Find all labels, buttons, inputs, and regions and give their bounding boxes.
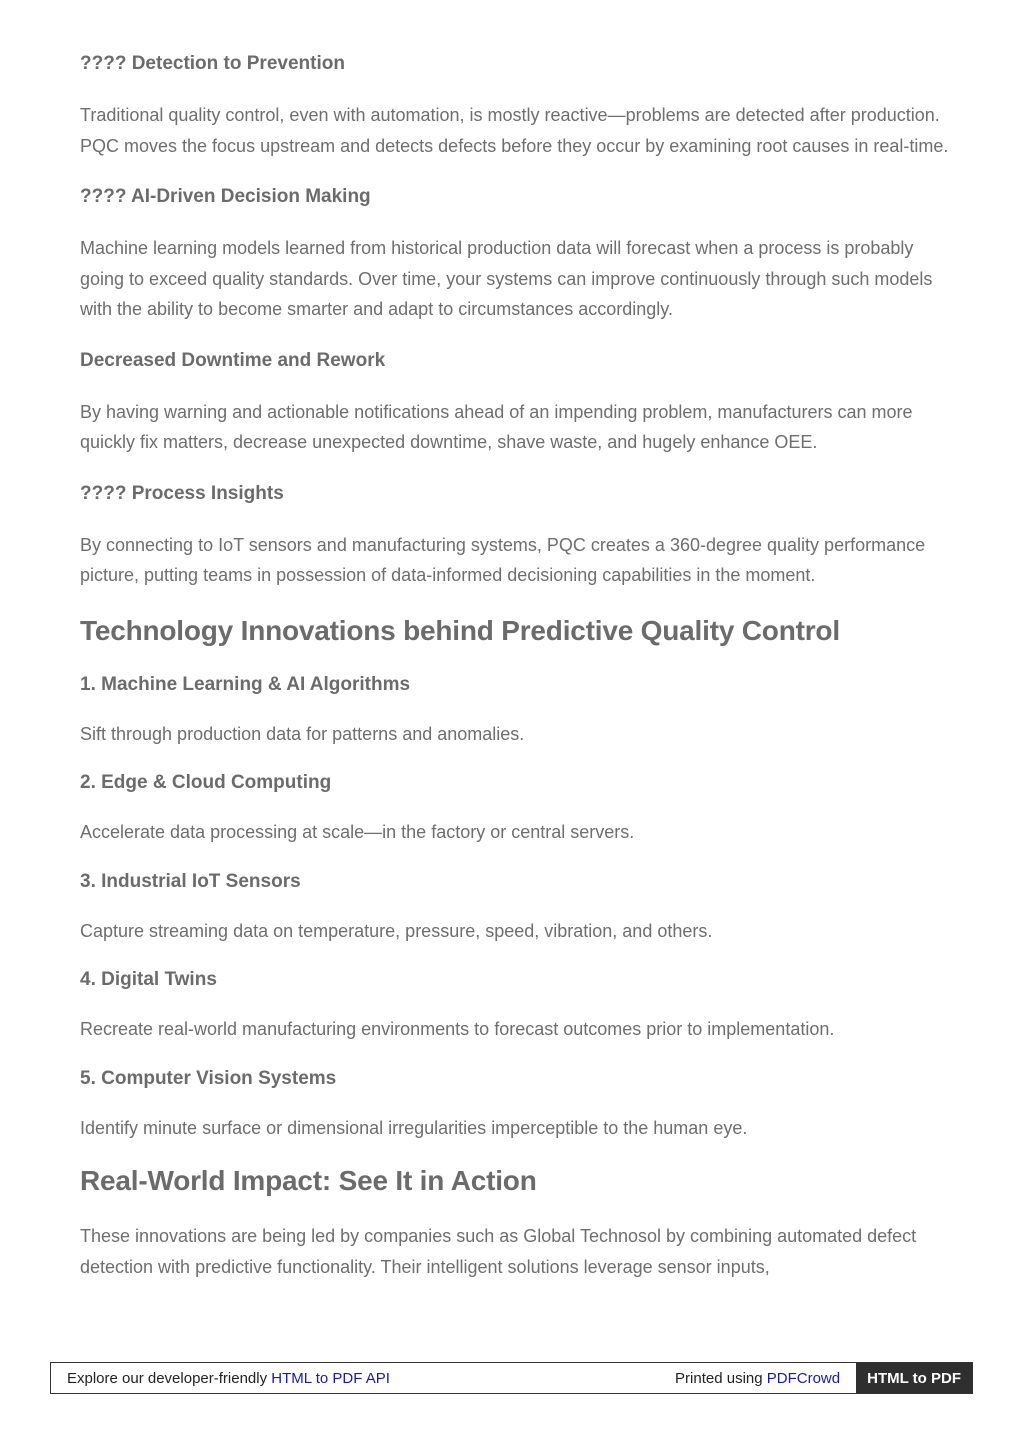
tech-item-text: Sift through production data for patterns and anomalies. [80, 723, 525, 744]
section-heading-downtime: Decreased Downtime and Rework [80, 349, 386, 371]
pdfcrowd-link[interactable]: PDFCrowd [766, 1369, 841, 1387]
tech-item-heading: 4. Digital Twins [80, 969, 217, 990]
section-heading-insights: ???? Process Insights [80, 482, 284, 504]
tech-item-text: Accelerate data processing at scale—in the factory or central servers. [80, 822, 635, 842]
tech-item-heading: 2. Edge & Cloud Computing [80, 772, 332, 793]
section-text-detection: Traditional quality control, even with automation, is mostly reactive—problems are detected after production. PQC moves the focus upstream and detects defects before they occur by examining root causes in real-time. [80, 105, 949, 156]
tech-item-text: Identify minute surface or dimensional irregularities imperceptible to the human eye. [80, 1117, 748, 1138]
section-heading-detection: ???? Detection to Prevention [80, 53, 345, 74]
impact-text: These innovations are being led by companies such as Global Technosol by combining automated defect detection with predictive functionality. Their intelligent solutions leverage sensor inputs, [80, 1226, 917, 1277]
html-to-pdf-button[interactable]: HTML to PDF [856, 1363, 972, 1393]
tech-item-text: Capture streaming data on temperature, pressure, speed, vibration, and others. [80, 920, 713, 941]
tech-item-heading: 3. Industrial IoT Sensors [80, 870, 301, 892]
section-text-ai-decision: Machine learning models learned from historical production data will forecast when a process is probably going to exceed quality standards. Over time, your systems can improve continuously through such models with the ability to become smarter and adapt to circumstances accordingly. [80, 238, 933, 319]
footer-explore-text: Explore our developer-friendly [67, 1369, 272, 1387]
html-to-pdf-api-link[interactable]: HTML to PDF API [271, 1369, 390, 1387]
section-text-insights: By connecting to IoT sensors and manufacturing systems, PQC creates a 360-degree quality performance picture, putting teams in possession of data-informed decisioning capabilities in the moment. [80, 534, 926, 585]
tech-item-heading: 5. Computer Vision Systems [80, 1067, 337, 1089]
footer-right [675, 1370, 856, 1387]
tech-innovations-title: Technology Innovations behind Predictive Quality Control [80, 614, 840, 646]
footer-left [51, 1370, 675, 1387]
section-heading-ai-decision: ???? AI-Driven Decision Making [80, 186, 371, 207]
article-body [80, 50, 950, 1304]
footer-printed-text: Printed using [675, 1369, 767, 1387]
tech-item-heading: 1. Machine Learning & AI Algorithms [80, 673, 411, 695]
tech-item-text: Recreate real-world manufacturing environments to forecast outcomes prior to implementation. [80, 1019, 835, 1039]
section-text-downtime: By having warning and actionable notifications ahead of an impending problem, manufacturers can more quickly fix matters, decrease unexpected downtime, shave waste, and hugely enhance OEE. [80, 401, 913, 452]
pdfcrowd-footer [50, 1362, 973, 1394]
impact-title: Real-World Impact: See It in Action [80, 1165, 537, 1196]
